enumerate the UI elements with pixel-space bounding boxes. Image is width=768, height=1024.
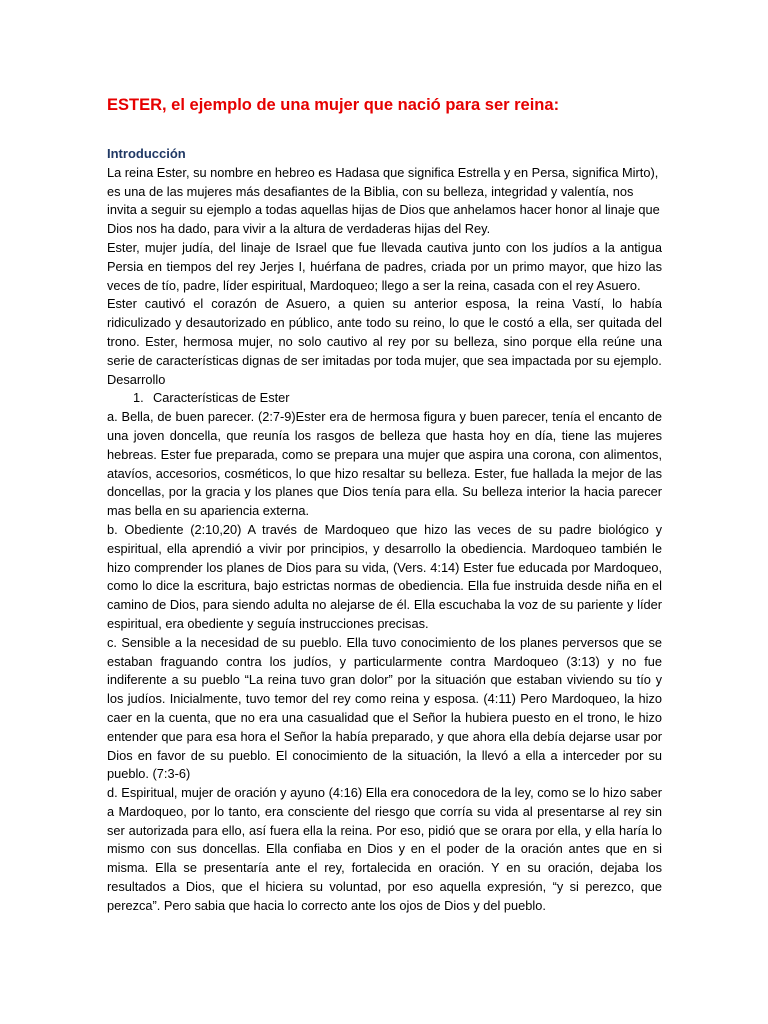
list-item-number: 1. xyxy=(133,390,144,406)
list-item-label: Características de Ester xyxy=(153,390,290,406)
intro-paragraph: Ester, mujer judía, del linaje de Israel que fue llevada cautiva junto con los judíos a la antigua Persia en tiempos del rey Jerjes I, huérfana de padres, criada por un primo mayor, que hizo las veces de tío, padre, líder espiritual, Mardoqueo; llego a ser la reina, casada con el rey Asuero. xyxy=(107,239,662,293)
intro-paragraph: Ester cautivó el corazón de Asuero, a quien su anterior esposa, la reina Vastí, lo había ridiculizado y desautorizado en público, ante todo su reino, lo que le costó a ella, ser quitada del trono. Ester, hermosa mujer, no solo cautivo al rey por su belleza, sino porque ella reúne una serie de características dignas de ser imitadas por toda mujer, que sea impactada por su ejemplo. xyxy=(107,296,662,368)
intro-heading: Introducción xyxy=(107,146,186,161)
document-title: ESTER, el ejemplo de una mujer que nació para ser reina: xyxy=(107,96,560,114)
characteristic-paragraph: b. Obediente (2:10,20) A través de Mardoqueo que hizo las veces de su padre biológico y espiritual, ella aprendió a vivir por principios, y desarrollo la obediencia. Mardoqueo también le hizo comprender los planes de Dios para su vida, (Vers. 4:14) Ester fue educada por Mardoqueo, como lo dice la escritura, bajo estrictas normas de obediencia. Ella fue instruida desde niña en el camino de Dios, para siendo adulta no alejarse de él. Ella escuchaba la voz de su pariente y líder espiritual, era obediente y seguía instrucciones precisas. xyxy=(107,521,662,631)
characteristic-paragraph: c. Sensible a la necesidad de su pueblo. Ella tuvo conocimiento de los planes perversos que se estaban fraguando contra los judíos, y particularmente contra Mardoqueo (3:13) y no fue indiferente a su pueblo “La reina tuvo gran dolor” por la situación que estaban viviendo su tío y los judíos. Inicialmente, tuvo temor del rey como reina y esposa. (4:11) Pero Mardoqueo, la hizo caer en la cuenta, que no era una casualidad que el Señor la hubiera puesto en el trono, le hizo entender que para esa hora el Señor la había preparado, y que ahora ella debía dejarse usar por Dios en favor de su pueblo. El conocimiento de la situación, la llevó a ella a interceder por su pueblo. (7:3-6) xyxy=(107,634,662,782)
intro-paragraph: La reina Ester, su nombre en hebreo es Hadasa que significa Estrella y en Persa, significa Mirto), es una de las mujeres más desafiantes de la Biblia, con su belleza, integridad y valentía, nos invita a seguir su ejemplo a todas aquellas hijas de Dios que anhelamos hacer honor al linaje que Dios nos ha dado, para vivir a la altura de verdaderas hijas del Rey. xyxy=(107,164,660,237)
characteristic-paragraph: a. Bella, de buen parecer. (2:7-9)Ester era de hermosa figura y buen parecer, tenía el encanto de una joven doncella, que reunía los rasgos de belleza que hasta hoy en día, tiene las mujeres hebreas. Ester fue preparada, como se prepara una mujer que aspira una corona, con alimentos, atavíos, accesorios, cosméticos, lo que hizo resaltar su belleza. Ester, fue hallada la mejor de las doncellas, por la gracia y los planes que Dios tenía para ella. Su belleza interior la hacia parecer mas bella en su apariencia externa. xyxy=(107,409,662,519)
characteristic-paragraph: d. Espiritual, mujer de oración y ayuno (4:16) Ella era conocedora de la ley, como se lo hizo saber a Mardoqueo, por lo tanto, era consciente del riesgo que corría su vida al presentarse al rey sin ser autorizada para ello, así fuera ella la reina. Por eso, pidió que se orara por ella, y ella haría lo mismo con sus doncellas. Ella confiaba en Dios y en el poder de la oración antes que en si misma. Ella se presentaría ante el rey, fortalecida en oración. Y en su oración, dejaba los resultados a Dios, que el hiciera su voluntad, por eso aquella expresión, “y si perezco, que perezca”. Pero sabia que hacia lo correcto ante los ojos de Dios y del pueblo. xyxy=(107,785,662,913)
list-item-characteristics xyxy=(107,389,662,408)
development-heading: Desarrollo xyxy=(107,371,166,387)
